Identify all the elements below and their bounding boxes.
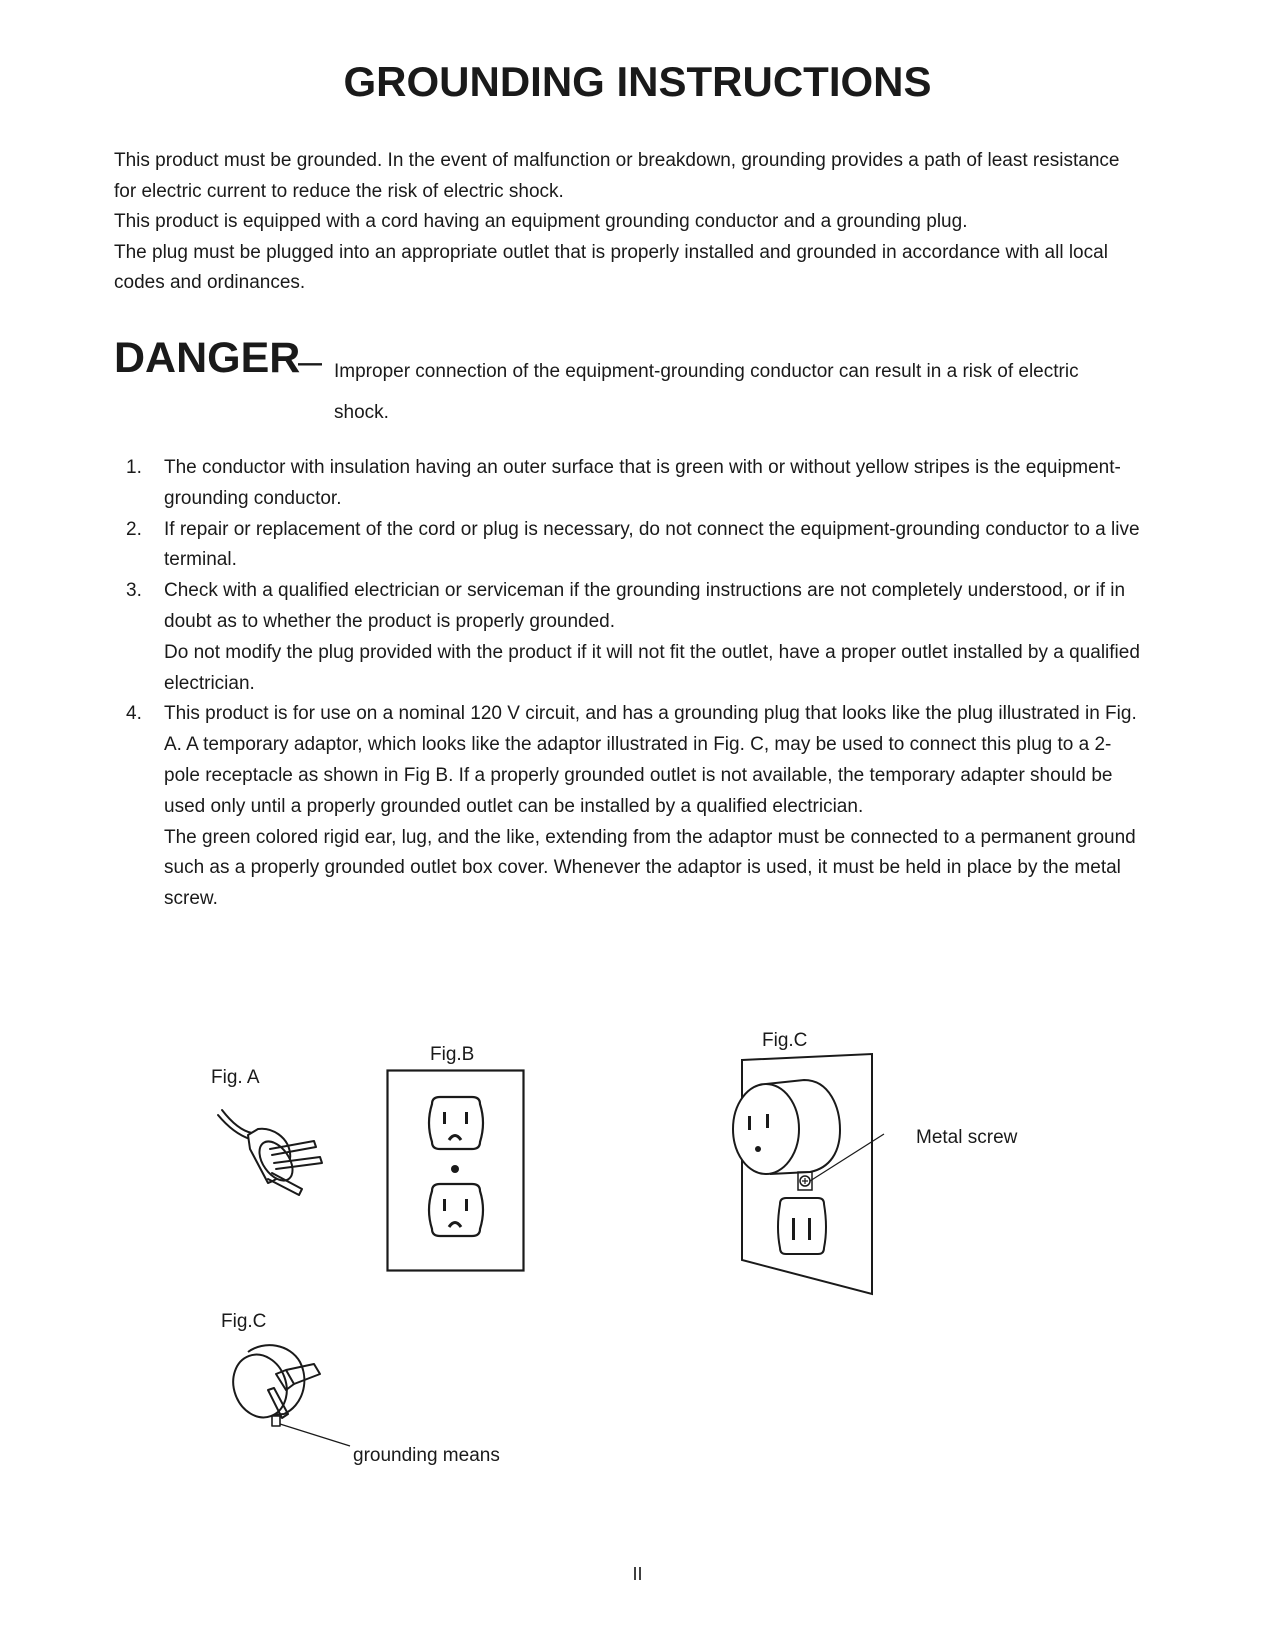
intro-paragraph: The plug must be plugged into an appropriate outlet that is properly installed and grounded in accordance with all local codes and ordinances.: [114, 241, 1108, 294]
list-text: Do not modify the plug provided with the product if it will not fit the outlet, have a proper outlet installed by a qualified electrician.: [164, 641, 1140, 694]
danger-text: Improper connection of the equipment-grounding conductor can result in a risk of electric shock.: [334, 361, 1079, 423]
list-text: The green colored rigid ear, lug, and the like, extending from the adaptor must be connected to a permanent ground such as a properly grounded outlet box cover. Whenever the adaptor is used, it must be held in place by the metal screw.: [164, 826, 1136, 910]
duplex-outlet-icon: [386, 1069, 526, 1273]
metal-screw-label: Metal screw: [916, 1127, 1018, 1148]
list-number: 4.: [126, 703, 142, 725]
intro-paragraphs: [114, 146, 1144, 299]
list-number: 2.: [126, 518, 142, 540]
list-item: [124, 699, 1144, 915]
intro-paragraph: This product is equipped with a cord having an equipment grounding conductor and a grounding plug.: [114, 211, 968, 233]
grounding-means-label: grounding means: [353, 1445, 500, 1466]
list-text: This product is for use on a nominal 120 V circuit, and has a grounding plug that looks like the plug illustrated in Fig. A. A temporary adaptor, which looks like the adaptor illustrated in Fig. C, may be used to connect this plug to a 2-pole receptacle as shown in Fig B. If a properly grounded outlet is not available, the temporary adapter should be used only until a properly grounded outlet can be installed by a qualified electrician.: [164, 703, 1137, 817]
list-text: Check with a qualified electrician or serviceman if the grounding instructions are not completely understood, or if in doubt as to whether the product is properly grounded.: [164, 580, 1126, 632]
instruction-list: [124, 453, 1144, 915]
fig-c-bottom-label: Fig.C: [221, 1311, 267, 1332]
list-text: If repair or replacement of the cord or plug is necessary, do not connect the equipment-grounding conductor to a live terminal.: [164, 518, 1140, 571]
list-number: 1.: [126, 457, 142, 478]
page-number: II: [632, 1564, 643, 1584]
fig-a-label: Fig. A: [211, 1067, 260, 1088]
page-title: GROUNDING INSTRUCTIONS: [343, 58, 932, 105]
intro-paragraph: This product must be grounded. In the event of malfunction or breakdown, grounding provides a path of least resistance for electric current to reduce the risk of electric shock.: [114, 150, 1120, 202]
fig-b-label: Fig.B: [430, 1044, 475, 1065]
adaptor-on-outlet-icon: [722, 1048, 952, 1298]
fig-c-top-label: Fig.C: [762, 1030, 808, 1051]
danger-heading: DANGER: [114, 334, 301, 382]
list-item: [124, 576, 1144, 699]
list-number: 3.: [126, 580, 142, 602]
danger-dash: —: [298, 350, 322, 377]
three-prong-plug-icon: [210, 1105, 350, 1205]
list-item: [124, 515, 1144, 577]
list-text: The conductor with insulation having an outer surface that is green with or without yellow stripes is the equipment-grounding conductor.: [164, 457, 1121, 509]
list-item: [124, 453, 1144, 515]
adaptor-grounding-lug-icon: [228, 1338, 368, 1456]
